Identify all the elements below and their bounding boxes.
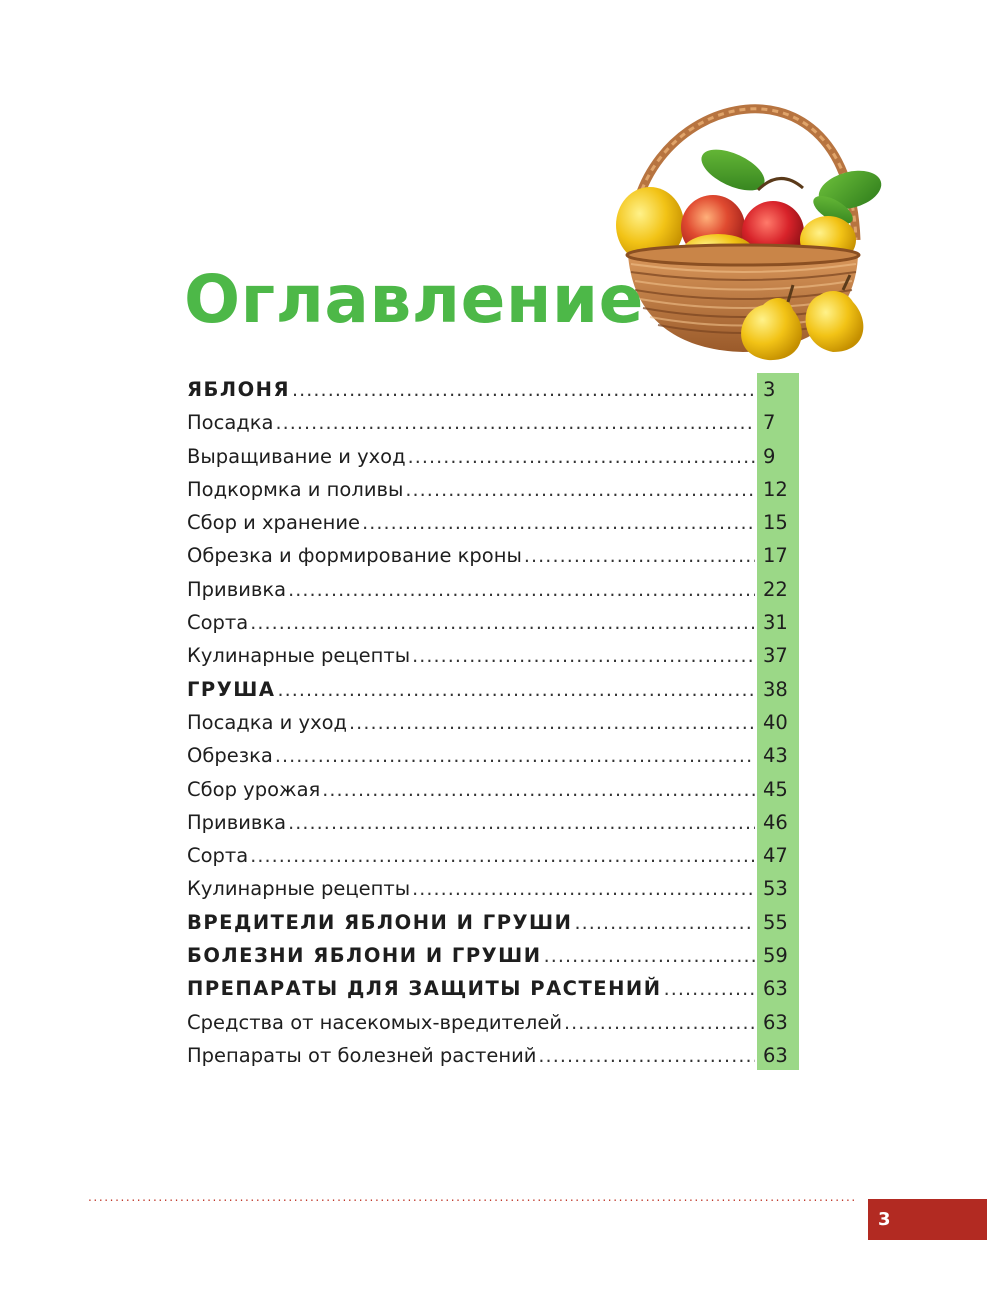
toc-entry[interactable]	[187, 473, 799, 506]
toc-entry[interactable]	[187, 639, 799, 672]
toc-entry-label: Сорта	[187, 844, 249, 868]
toc-dot-leader	[544, 940, 755, 973]
toc-entry-page: 47	[763, 844, 788, 868]
toc-entry-page: 38	[763, 677, 788, 701]
table-of-contents	[187, 373, 799, 1072]
toc-dot-leader	[275, 407, 755, 440]
toc-entry-page: 31	[763, 611, 788, 635]
toc-entry-label: Сбор и хранение	[187, 511, 361, 535]
toc-entry[interactable]	[187, 839, 799, 872]
toc-entry-label: Обрезка и формирование кроны	[187, 544, 522, 568]
toc-entry-label: Препараты от болезней растений	[187, 1043, 537, 1067]
toc-entry-page: 15	[763, 511, 788, 535]
toc-entry-label: ГРУША	[187, 677, 276, 701]
toc-dot-leader	[564, 1007, 755, 1040]
toc-dot-leader	[288, 807, 755, 840]
toc-entry-label: БОЛЕЗНИ ЯБЛОНИ И ГРУШИ	[187, 944, 542, 968]
page-number-badge: 3	[868, 1199, 987, 1240]
toc-entry[interactable]	[187, 906, 799, 939]
toc-entry[interactable]	[187, 606, 799, 639]
toc-entry[interactable]	[187, 539, 799, 572]
toc-entry-page: 17	[763, 544, 788, 568]
toc-entry[interactable]	[187, 939, 799, 972]
toc-entry-label: Кулинарные рецепты	[187, 644, 411, 668]
page-title: Оглавление	[184, 261, 644, 338]
toc-entry-label: Кулинарные рецепты	[187, 877, 411, 901]
footer-dotted-rule	[88, 1190, 856, 1204]
toc-entry-label: ЯБЛОНЯ	[187, 378, 290, 401]
toc-entry-label: ВРЕДИТЕЛИ ЯБЛОНИ И ГРУШИ	[187, 910, 573, 934]
toc-entry-page: 7	[763, 411, 776, 435]
toc-dot-leader	[288, 574, 755, 607]
toc-entry[interactable]	[187, 506, 799, 539]
toc-entry-page: 9	[763, 444, 776, 468]
toc-dot-leader	[275, 740, 755, 773]
toc-entry[interactable]	[187, 673, 799, 706]
toc-entry-label: Обрезка	[187, 744, 273, 768]
toc-entry-page: 63	[763, 1010, 788, 1034]
toc-entry-label: Выращивание и уход	[187, 444, 406, 468]
toc-dot-leader	[412, 640, 755, 673]
toc-entry-page: 63	[763, 977, 788, 1001]
toc-entry[interactable]	[187, 972, 799, 1005]
toc-entry-label: Средства от насекомых-вредителей	[187, 1010, 563, 1034]
toc-dot-leader	[574, 907, 755, 940]
toc-entry-page: 53	[763, 877, 788, 901]
toc-dot-leader	[524, 540, 755, 573]
toc-entry-page: 43	[763, 744, 788, 768]
toc-entry-label: Посадка и уход	[187, 710, 348, 734]
toc-entry[interactable]	[187, 373, 799, 406]
toc-entry-page: 12	[763, 477, 788, 501]
toc-dot-leader	[405, 474, 755, 507]
toc-dot-leader	[277, 674, 755, 707]
toc-entry-label: Прививка	[187, 577, 287, 601]
toc-entry[interactable]	[187, 440, 799, 473]
toc-dot-leader	[362, 507, 755, 540]
toc-dot-leader	[408, 441, 755, 474]
toc-entry[interactable]	[187, 1006, 799, 1039]
toc-entry[interactable]	[187, 773, 799, 806]
toc-entry-page: 3	[763, 378, 776, 401]
toc-entry[interactable]	[187, 806, 799, 839]
toc-entry-page: 37	[763, 644, 788, 668]
toc-entry-label: ПРЕПАРАТЫ ДЛЯ ЗАЩИТЫ РАСТЕНИЙ	[187, 977, 662, 1001]
toc-entry-page: 40	[763, 710, 788, 734]
toc-dot-leader	[292, 374, 755, 407]
toc-entry[interactable]	[187, 739, 799, 772]
toc-entry-label: Прививка	[187, 810, 287, 834]
toc-entry-label: Сбор урожая	[187, 777, 321, 801]
toc-entry-page: 55	[763, 910, 788, 934]
toc-dot-leader	[412, 873, 755, 906]
toc-entry[interactable]	[187, 573, 799, 606]
toc-entry-page: 46	[763, 810, 788, 834]
toc-entry-label: Сорта	[187, 611, 249, 635]
toc-entry[interactable]	[187, 872, 799, 905]
toc-entry[interactable]	[187, 1039, 799, 1072]
toc-entry[interactable]	[187, 706, 799, 739]
toc-entry-label: Подкормка и поливы	[187, 477, 404, 501]
toc-dot-leader	[349, 707, 755, 740]
toc-dot-leader	[250, 840, 755, 873]
toc-entry-page: 63	[763, 1043, 788, 1067]
toc-dot-leader	[664, 973, 755, 1006]
toc-entry[interactable]	[187, 406, 799, 439]
toc-dot-leader	[322, 774, 755, 807]
toc-dot-leader	[538, 1040, 755, 1073]
toc-entry-page: 59	[763, 944, 788, 968]
toc-entry-page: 22	[763, 577, 788, 601]
toc-entry-page: 45	[763, 777, 788, 801]
toc-dot-leader	[250, 607, 755, 640]
toc-entry-label: Посадка	[187, 411, 274, 435]
